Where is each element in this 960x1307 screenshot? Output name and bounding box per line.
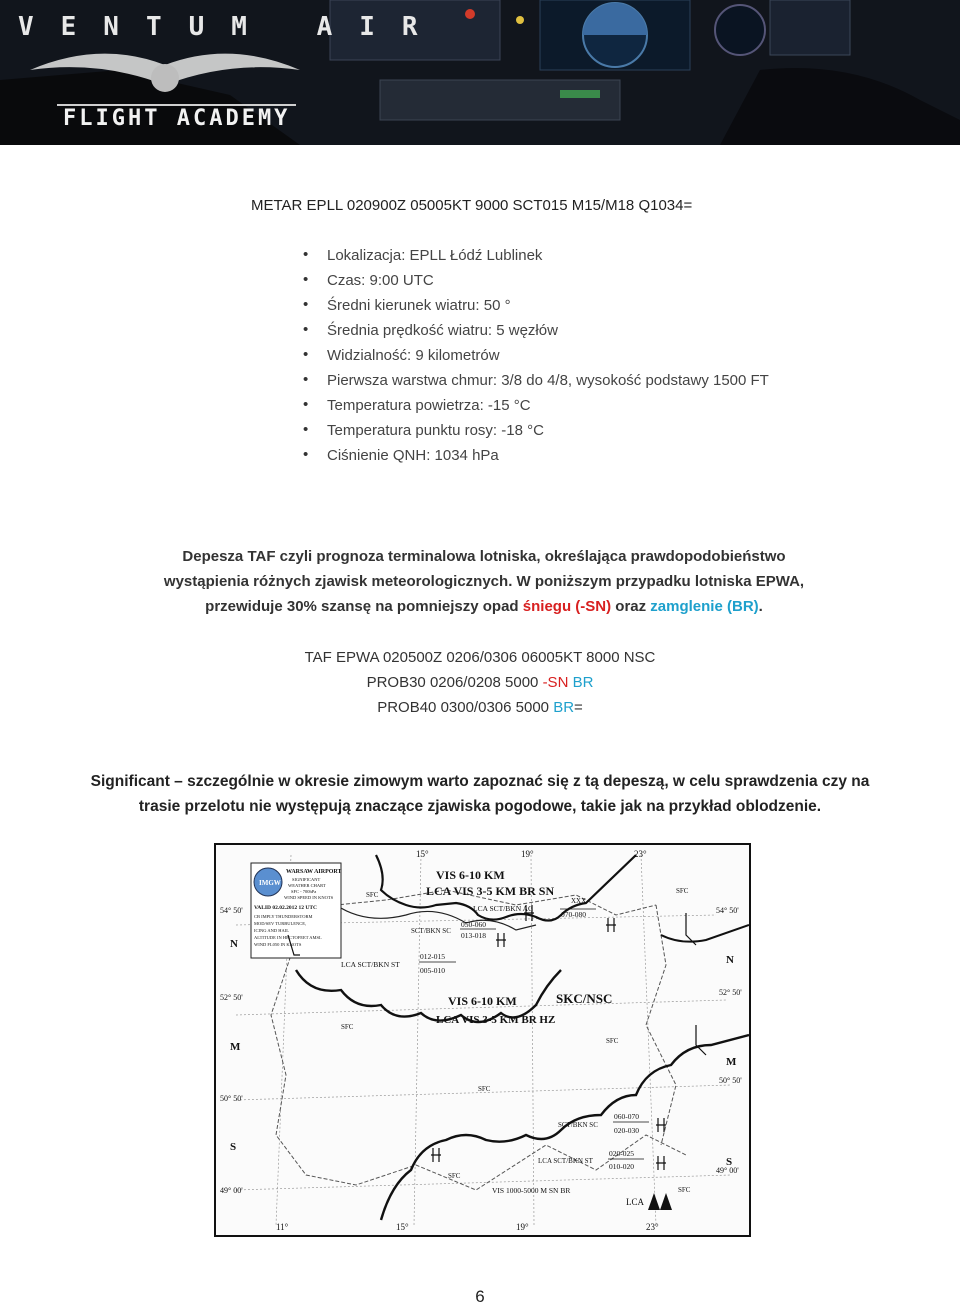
flight-level-label: 070-080 [561,910,586,919]
flight-level-label: 020-030 [614,1126,639,1135]
list-item: • Ciśnienie QNH: 1034 hPa [303,446,499,464]
bullet-icon: • [303,371,309,388]
side-letter: N [230,938,238,950]
svg-text:VALID 02.02.2012 12 UTC: VALID 02.02.2012 12 UTC [254,905,318,911]
page-number: 6 [475,1287,485,1306]
list-item: • Temperatura powietrza: -15 °C [303,396,531,414]
side-letter: M [726,1056,737,1068]
side-letter: M [230,1041,241,1053]
sfc-label: SFC [341,1023,354,1031]
bullet-icon: • [303,271,309,288]
snow-highlight: śniegu (-SN) [522,598,612,615]
svg-text:WEATHER CHART: WEATHER CHART [288,883,326,888]
lon-label: 23° [646,1222,659,1232]
wind-barb-icon [696,1025,706,1055]
bullet-icon: • [303,346,309,363]
zone-label: LCA SCT/BKN ST [538,1157,593,1165]
side-letter: S [230,1141,237,1153]
list-item: • Pierwsza warstwa chmur: 3/8 do 4/8, wysokość podstawy 1500 FT [303,371,769,389]
flight-level-label: 010-020 [609,1162,634,1171]
svg-text:SIGNIFICANT: SIGNIFICANT [292,877,321,882]
weather-symbols [288,905,706,1170]
svg-text:CB IMPLY THUNDERSTORM: CB IMPLY THUNDERSTORM [254,914,313,919]
bullet-icon: • [303,321,309,338]
sfc-label: SFC [606,1037,619,1045]
bullet-icon: • [303,446,309,463]
svg-text:WARSAW AIRPORT: WARSAW AIRPORT [286,869,342,875]
brand-subtitle: FLIGHT ACADEMY [57,104,296,131]
wind-barb-icon [686,913,696,945]
lat-label: 54° 50' [716,906,739,915]
zone-label: SCT/BKN SC [411,927,451,935]
bullet-icon: • [303,396,309,413]
sfc-label: SFC [676,887,689,895]
zone-label: LCA VIS 3-5 KM BR HZ [436,1014,556,1026]
zone-label: LCA VIS 3-5 KM BR SN [426,884,555,898]
lon-label: 15° [416,849,429,859]
lon-label: 11° [276,1222,289,1232]
zone-label: LCA SCT/BKN ST [341,960,400,969]
zone-label: SCT/BKN SC [558,1121,598,1129]
flight-level-label: 012-015 [420,952,445,961]
sfc-label: SFC [366,891,379,899]
list-item: • Czas: 9:00 UTC [303,271,434,289]
taf-description: Depesza TAF czyli prognoza terminalowa lotniska, określająca prawdopodobieństwo wystąpienia różnych zjawisk meteorologicznych. W poniższym przypadku lotniska EPWA, przewiduje 30% szansę na pomniejszy opad śniegu (-SN) oraz zamglenie (BR). [163,548,805,615]
chart-legend [251,863,342,958]
zone-label: VIS 6-10 KM [436,868,505,882]
lat-label: 49° 00' [716,1166,739,1175]
metar-code: METAR EPLL 020900Z 05005KT 9000 SCT015 M15/M18 Q1034= [251,197,693,214]
lat-label: 50° 50' [719,1076,742,1085]
list-item: • Widzialność: 9 kilometrów [303,346,500,364]
taf-code-block [200,645,760,720]
icing-icon [606,918,616,932]
significant-description: Significant – szczególnie w okresie zimowym warto zapoznać się z tą depeszą, w celu sprawdzenia czy na trasie przelotu nie występują znaczące zjawiska pogodowe, takie jak na przykład oblodzenie. [90,773,870,815]
bullet-icon: • [303,296,309,313]
svg-text:MOD/SEV TURBULENCE,: MOD/SEV TURBULENCE, [254,921,307,926]
sfc-label: SFC [478,1085,491,1093]
bullet-icon: • [303,246,309,263]
list-item: • Temperatura punktu rosy: -18 °C [303,421,544,439]
flight-level-label: 013-018 [461,931,486,940]
flight-level-label: 005-010 [420,966,445,975]
mist-highlight: zamglenie (BR) [650,598,759,615]
zone-label: XXX [571,897,587,905]
zone-label: LCA [626,1197,644,1207]
flight-level-label: 020-025 [609,1149,634,1158]
lat-label: 52° 50' [220,993,243,1002]
svg-text:IMGW: IMGW [259,879,281,887]
sfc-label: SFC [678,1186,691,1194]
flight-level-label: 060-070 [614,1112,639,1121]
side-letter: S [726,1156,733,1168]
svg-text:ALTITUDE IN HECTOFEET AMSL: ALTITUDE IN HECTOFEET AMSL [254,935,322,940]
zone-label: VIS 6-10 KM [448,994,517,1008]
side-letter: N [726,954,734,966]
lat-label: 49° 00' [220,1186,243,1195]
lat-label: 50° 50' [220,1094,243,1103]
icing-icon [431,1148,441,1162]
taf-line-3: PROB40 0300/0306 5000 BR= [377,699,583,716]
mountain-obscuration-icon [648,1193,672,1210]
list-item: • Lokalizacja: EPLL Łódź Lublinek [303,246,543,264]
zone-label: LCA SCT/BKN AC [473,904,534,913]
lon-label: 15° [396,1222,409,1232]
zone-label: SKC/NSC [556,991,613,1006]
lon-label: 19° [516,1222,529,1232]
lon-label: 19° [521,849,534,859]
icing-icon [496,933,506,947]
lat-label: 52° 50' [719,988,742,997]
svg-text:ICING AND HAIL: ICING AND HAIL [254,928,289,933]
taf-line-2: PROB30 0206/0208 5000 -SN BR [366,674,594,691]
sigwx-chart [214,843,751,1237]
svg-text:SFC - 700hPa: SFC - 700hPa [291,889,317,894]
lat-label: 54° 50' [220,906,243,915]
sigwx-map [216,845,749,1235]
flight-level-label: 050-060 [461,920,486,929]
lon-label: 23° [634,849,647,859]
icing-icon [656,1118,666,1132]
bullet-icon: • [303,421,309,438]
taf-line-1: TAF EPWA 020500Z 0206/0306 06005KT 8000 NSC [304,649,656,666]
svg-text:WIND SPEED IN KNOTS: WIND SPEED IN KNOTS [284,895,334,900]
header-banner [0,0,960,145]
zone-label: VIS 1000-5000 M SN BR [492,1186,571,1195]
icing-icon [656,1156,666,1170]
sfc-label: SFC [448,1172,461,1180]
list-item: • Średni kierunek wiatru: 50 ° [303,296,511,314]
metar-decoded-list [303,246,769,471]
svg-text:WIND FL050 IN KNOTS: WIND FL050 IN KNOTS [254,942,302,947]
list-item: • Średnia prędkość wiatru: 5 węzłów [303,321,558,339]
brand-name: VENTUM AIR [18,12,445,42]
